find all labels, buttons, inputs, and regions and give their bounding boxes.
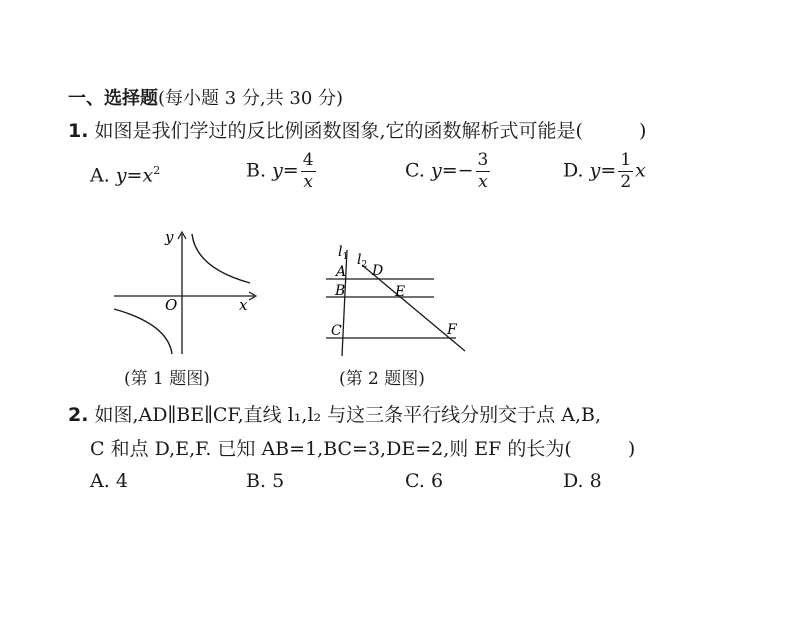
option-label: B. [246, 470, 267, 492]
option-label: D. [563, 159, 584, 182]
q1-option-a[interactable] [90, 164, 160, 186]
option-base: x [142, 164, 154, 187]
q1-option-c[interactable] [405, 152, 492, 191]
answer-paren-close: ) [638, 120, 647, 142]
answer-paren-open: ( [575, 120, 583, 142]
section-header [68, 84, 343, 110]
q2-option-b[interactable] [246, 470, 284, 492]
option-label: B. [246, 159, 267, 182]
option-label: C. [405, 159, 425, 182]
q2-option-c[interactable] [405, 470, 443, 492]
answer-paren-close: ) [627, 438, 636, 460]
option-exp: 2 [153, 164, 161, 177]
fraction-denominator: x [303, 172, 313, 192]
option-eq: = [282, 159, 299, 182]
option-var: y [589, 159, 601, 182]
q1-option-b[interactable] [246, 152, 318, 191]
fraction-denominator: x [478, 172, 488, 192]
x-axis-label: x [239, 296, 248, 314]
option-var: y [430, 159, 442, 182]
option-value: 4 [115, 470, 128, 492]
option-eq: =− [441, 159, 474, 182]
option-tail: x [635, 159, 646, 182]
l2-label: $l_2$ [357, 252, 368, 270]
option-fraction [476, 152, 491, 191]
l1-label: $l_1$ [338, 244, 349, 262]
point-A: A [336, 264, 347, 280]
fraction-numerator: 3 [477, 150, 489, 170]
section-note: (每小题 3 分,共 30 分) [158, 88, 344, 109]
option-value: 6 [430, 470, 444, 492]
option-eq: = [126, 164, 143, 187]
fraction-numerator: 1 [620, 150, 632, 170]
option-fraction [301, 152, 316, 191]
question-text-line-1: 如图,AD∥BE∥CF,直线 l₁,l₂ 与这三条平行线分别交于点 A,B, [94, 404, 601, 426]
option-eq: = [600, 159, 617, 182]
question-2 [68, 400, 601, 427]
point-F: F [447, 322, 457, 338]
point-B: B [335, 283, 346, 299]
hyperbola-branch-q3 [114, 309, 172, 354]
q2-option-d[interactable] [563, 470, 602, 492]
origin-label: O [165, 296, 178, 314]
option-label: C. [405, 470, 425, 492]
option-value: 8 [589, 470, 602, 492]
option-fraction [618, 152, 633, 191]
option-var: y [272, 159, 283, 182]
section-title: 一、选择题 [68, 88, 158, 109]
option-label: A. [90, 164, 110, 187]
q2-option-a[interactable] [90, 470, 128, 492]
question-number: 1. [68, 120, 89, 142]
figure-1-hyperbola [110, 226, 260, 358]
figure-2-parallel-lines [320, 240, 472, 360]
question-2-line-2 [90, 434, 635, 461]
q1-option-d[interactable] [563, 152, 646, 191]
option-value: 5 [272, 470, 285, 492]
y-axis-label: y [165, 228, 174, 246]
fraction-denominator: 2 [620, 172, 632, 192]
question-1 [68, 116, 646, 143]
point-D: D [372, 263, 384, 279]
point-E: E [395, 284, 406, 300]
question-text: 如图是我们学过的反比例函数图象,它的函数解析式可能是 [94, 120, 576, 142]
hyperbola-branch-q1 [192, 234, 250, 283]
answer-paren-open: ( [564, 438, 572, 460]
figure-1-caption: (第 1 题图) [124, 369, 210, 389]
figure-2-caption: (第 2 题图) [339, 369, 425, 389]
option-label: A. [90, 470, 110, 492]
fraction-numerator: 4 [302, 150, 314, 170]
option-label: D. [563, 470, 584, 492]
point-C: C [331, 323, 342, 339]
question-number: 2. [68, 404, 89, 426]
question-text-line-2: C 和点 D,E,F. 已知 AB=1,BC=3,DE=2,则 EF 的长为 [90, 438, 565, 460]
option-var: y [115, 164, 127, 187]
